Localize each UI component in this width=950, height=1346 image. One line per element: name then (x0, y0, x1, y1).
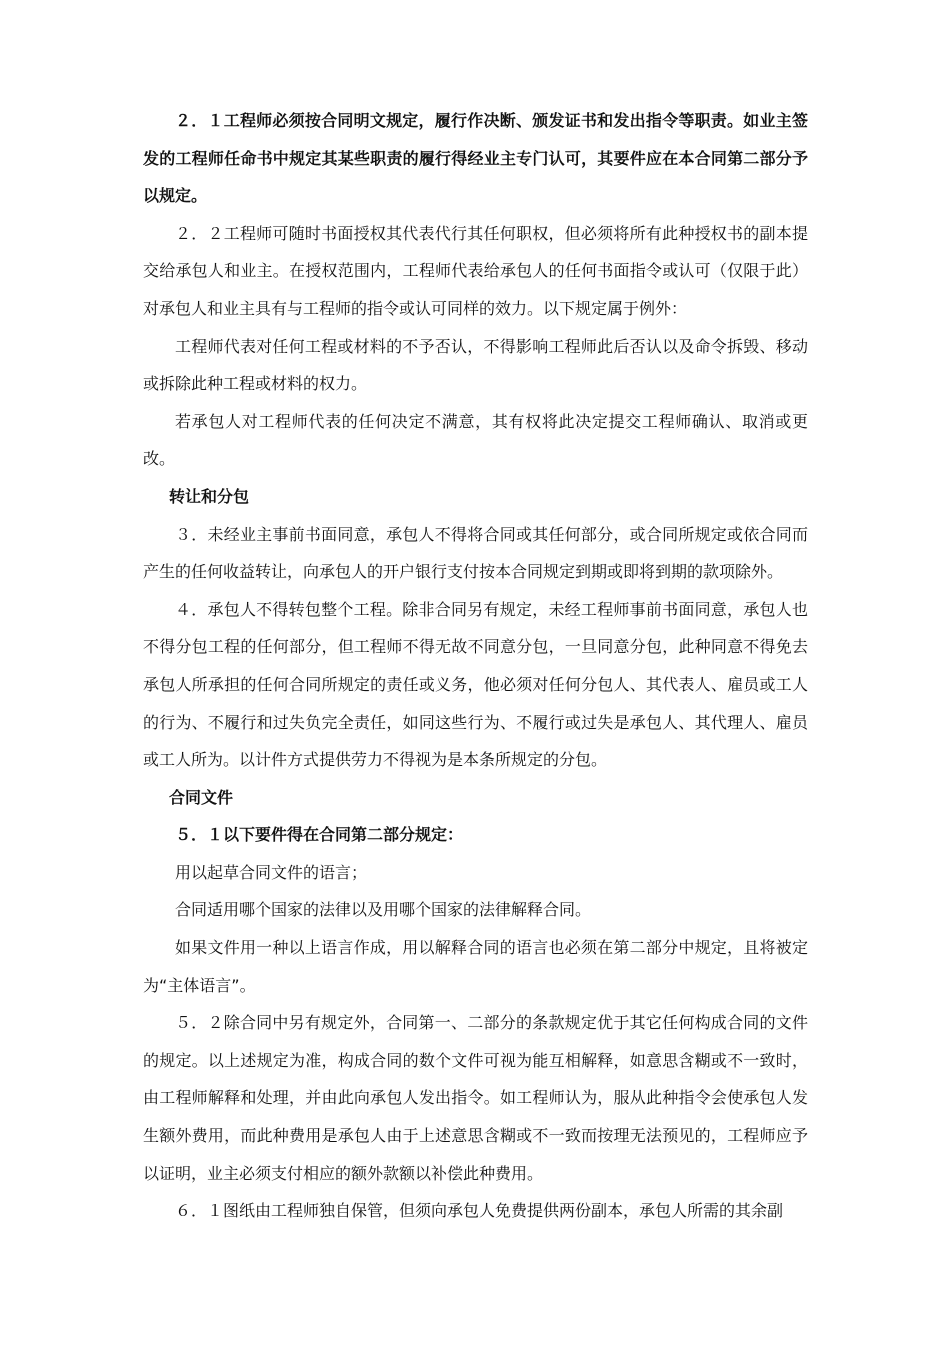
clause-5-2: ５．２除合同中另有规定外，合同第一、二部分的条款规定优于其它任何构成合同的文件的规定。以上述规定为准，构成合同的数个文件可视为能互相解释，如意思含糊或不一致时，由工程师解释和处理，并由此向承包人发出指令。如工程师认为，服从此种指令会使承包人发生额外费用，而此种费用是承包人由于上述意思含糊或不一致而按理无法预见的，工程师应予以证明，业主必须支付相应的额外款额以补偿此种费用。 (143, 1013, 808, 1183)
clause-6-1: ６．１图纸由工程师独自保管，但须向承包人免费提供两份副本，承包人所需的其余副 (175, 1201, 784, 1221)
section-heading-assignment: 转让和分包 (169, 486, 250, 506)
section-heading-documents: 合同文件 (169, 787, 234, 807)
document-page (143, 102, 808, 1230)
clause-5-1-item-ruling-language: 如果文件用一种以上语言作成，用以解释合同的语言也必须在第二部分中规定，且将被定为“主体语言”。 (143, 938, 808, 995)
clause-2-1: ２．１工程师必须按合同明文规定，履行作决断、颁发证书和发出指令等职责。如业主签发的工程师任命书中规定其某些职责的履行得经业主专门认可，其要件应在本合同第二部分予以规定。 (143, 111, 808, 206)
clause-2-2: ２．２工程师可随时书面授权其代表代行其任何职权，但必须将所有此种授权书的副本提交给承包人和业主。在授权范围内，工程师代表给承包人的任何书面指令或认可（仅限于此）对承包人和业主具有与工程师的指令或认可同样的效力。以下规定属于例外： (143, 223, 808, 318)
clause-5-1: ５．１以下要件得在合同第二部分规定： (175, 825, 464, 845)
clause-2-2-exception-b: 若承包人对工程师代表的任何决定不满意，其有权将此决定提交工程师确认、取消或更改。 (143, 411, 808, 469)
clause-5-1-item-law: 合同适用哪个国家的法律以及用哪个国家的法律解释合同。 (175, 900, 592, 920)
clause-5-1-item-language: 用以起草合同文件的语言； (175, 862, 368, 882)
clause-2-2-exception-a: 工程师代表对任何工程或材料的不予否认，不得影响工程师此后否认以及命令拆毁、移动或拆除此种工程或材料的权力。 (143, 336, 808, 394)
clause-4: ４．承包人不得转包整个工程。除非合同另有规定，未经工程师事前书面同意，承包人也不得分包工程的任何部分，但工程师不得无故不同意分包，一旦同意分包，此种同意不得免去承包人所承担的任何合同所规定的责任或义务，他必须对任何分包人、其代表人、雇员或工人的行为、不履行和过失负完全责任，如同这些行为、不履行或过失是承包人、其代理人、雇员或工人所为。以计件方式提供劳力不得视为是本条所规定的分包。 (143, 599, 808, 770)
clause-3: ３．未经业主事前书面同意，承包人不得将合同或其任何部分，或合同所规定或依合同而产生的任何收益转让，向承包人的开户银行支付按本合同规定到期或即将到期的款项除外。 (143, 524, 808, 582)
